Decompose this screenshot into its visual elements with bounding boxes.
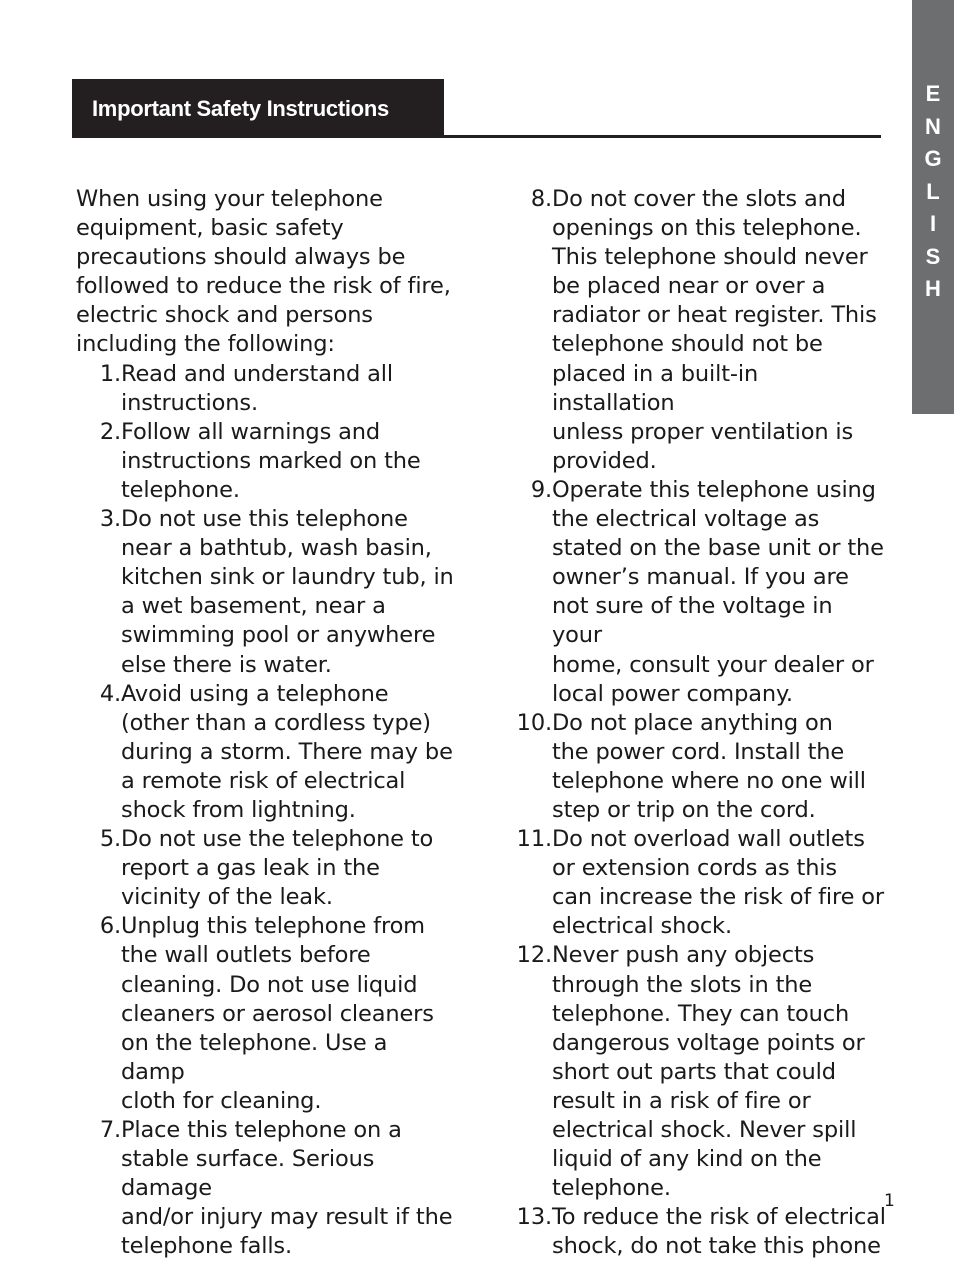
- item-text-line: Never push any objects: [552, 942, 815, 969]
- safety-list-right: [506, 185, 886, 1261]
- page-number: 1: [884, 1191, 895, 1211]
- instruction-item: [506, 476, 886, 709]
- item-text-line: home, consult your dealer or: [552, 651, 874, 678]
- section-header: [72, 79, 444, 138]
- item-text-line: electrical shock.: [552, 913, 732, 940]
- language-tab: [912, 0, 954, 414]
- item-text-line: telephone falls.: [121, 1233, 293, 1260]
- item-text-line: To reduce the risk of electrical: [552, 1204, 886, 1231]
- item-text-line: Place this telephone on a: [121, 1117, 402, 1143]
- item-text-line: kitchen sink or laundry tub, in: [121, 564, 454, 591]
- language-letter: G: [924, 146, 942, 171]
- item-text-line: telephone. They can touch: [552, 1000, 850, 1027]
- instruction-item: [76, 825, 456, 912]
- language-letter: I: [929, 211, 937, 236]
- instruction-item: [76, 360, 456, 418]
- right-column: [506, 185, 886, 1261]
- item-number: 3.: [99, 506, 121, 533]
- item-number: 11.: [516, 826, 552, 853]
- item-text-line: Do not overload wall outlets: [552, 826, 865, 853]
- item-text-line: be placed near or over a: [552, 273, 826, 300]
- language-letter: S: [925, 243, 941, 269]
- item-text-line: and/or injury may result if the: [121, 1204, 453, 1231]
- item-text-line: or extension cords as this: [552, 855, 837, 882]
- item-text-line: telephone should not be: [552, 331, 823, 358]
- item-text-line: openings on this telephone.: [552, 215, 862, 242]
- item-text-line: on the telephone. Use a damp: [121, 1029, 388, 1085]
- instruction-item: [506, 709, 886, 825]
- item-text-line: provided.: [552, 447, 657, 474]
- instruction-item: [506, 941, 886, 1203]
- language-letter: H: [925, 276, 941, 301]
- item-number: 1.: [99, 360, 121, 387]
- item-text-line: dangerous voltage points or: [552, 1029, 865, 1056]
- instruction-item: [76, 912, 456, 1116]
- item-text-line: radiator or heat register. This: [552, 302, 877, 329]
- item-text-line: telephone where no one will: [552, 767, 866, 794]
- instruction-item: [506, 825, 886, 941]
- header-divider: [72, 135, 881, 138]
- item-text-line: Do not place anything on: [552, 709, 833, 736]
- item-number: 2.: [99, 418, 121, 445]
- item-number: 9.: [530, 476, 552, 503]
- item-text-line: a remote risk of electrical: [121, 767, 406, 794]
- item-text-line: local power company.: [552, 680, 793, 707]
- item-text-line: Do not cover the slots and: [552, 186, 846, 212]
- item-text-line: instructions.: [121, 389, 258, 416]
- item-text-line: telephone.: [552, 1175, 671, 1202]
- item-text-line: during a storm. There may be: [121, 738, 453, 765]
- item-text-line: the power cord. Install the: [552, 738, 845, 765]
- item-text-line: Follow all warnings and: [121, 418, 381, 445]
- item-text-line: Read and understand all: [121, 360, 393, 387]
- instruction-item: [76, 1116, 456, 1261]
- item-text-line: stated on the base unit or the: [552, 535, 884, 562]
- item-text-line: This telephone should never: [552, 244, 868, 271]
- item-text-line: Do not use the telephone to: [121, 826, 434, 853]
- language-letter: L: [926, 178, 940, 204]
- instruction-item: [506, 185, 886, 476]
- item-text-line: swimming pool or anywhere: [121, 622, 436, 649]
- safety-list-left: [76, 360, 456, 1261]
- item-number: 12.: [516, 942, 552, 969]
- item-text-line: liquid of any kind on the: [552, 1146, 822, 1173]
- item-text-line: telephone.: [121, 476, 240, 503]
- item-text-line: cloth for cleaning.: [121, 1087, 322, 1114]
- item-text-line: result in a risk of fire or: [552, 1087, 811, 1114]
- item-text-line: Operate this telephone using: [552, 476, 876, 503]
- item-text-line: owner’s manual. If you are: [552, 564, 849, 591]
- item-text-line: Unplug this telephone from: [121, 913, 425, 940]
- item-text-line: (other than a cordless type): [121, 709, 431, 736]
- item-text-line: vicinity of the leak.: [121, 884, 333, 911]
- item-text-line: cleaners or aerosol cleaners: [121, 1000, 434, 1027]
- item-text-line: Avoid using a telephone: [121, 680, 389, 707]
- item-text-line: the electrical voltage as: [552, 506, 820, 533]
- item-text-line: shock, do not take this phone: [552, 1233, 881, 1260]
- item-text-line: cleaning. Do not use liquid: [121, 971, 418, 998]
- item-number: 5.: [99, 826, 121, 853]
- item-text-line: step or trip on the cord.: [552, 796, 816, 823]
- item-text-line: a wet basement, near a: [121, 593, 386, 620]
- item-text-line: report a gas leak in the: [121, 855, 380, 882]
- item-text-line: placed in a built-in installation: [552, 360, 759, 416]
- item-number: 7.: [99, 1117, 121, 1143]
- item-number: 4.: [99, 680, 121, 707]
- item-text-line: not sure of the voltage in your: [552, 593, 833, 649]
- item-text-line: else there is water.: [121, 651, 332, 678]
- item-text-line: short out parts that could: [552, 1058, 836, 1085]
- item-text-line: can increase the risk of fire or: [552, 884, 885, 911]
- item-text-line: through the slots in the: [552, 971, 813, 998]
- instruction-item: [76, 418, 456, 505]
- left-column: [76, 185, 456, 1261]
- language-letter: E: [925, 81, 941, 106]
- item-text-line: instructions marked on the: [121, 447, 421, 474]
- item-number: 13.: [516, 1204, 552, 1231]
- item-text-line: shock from lightning.: [121, 796, 356, 823]
- item-text-line: electrical shock. Never spill: [552, 1117, 857, 1143]
- instruction-item: [76, 505, 456, 680]
- item-text-line: Do not use this telephone: [121, 506, 408, 533]
- item-number: 8.: [530, 186, 552, 212]
- item-text-line: near a bathtub, wash basin,: [121, 535, 432, 562]
- section-title: Important Safety Instructions: [92, 95, 389, 121]
- item-text-line: unless proper ventilation is: [552, 418, 854, 445]
- item-text-line: stable surface. Serious damage: [121, 1146, 375, 1202]
- item-number: 6.: [99, 913, 121, 940]
- item-number: 10.: [516, 709, 552, 736]
- language-letter: N: [925, 113, 941, 139]
- intro-paragraph: When using your telephone equipment, basic safety precautions should always be followed to reduce the risk of fire, electric shock and persons including the following:: [76, 186, 451, 358]
- item-text-line: the wall outlets before: [121, 942, 371, 969]
- instruction-item: [76, 680, 456, 825]
- instruction-item: [506, 1203, 886, 1261]
